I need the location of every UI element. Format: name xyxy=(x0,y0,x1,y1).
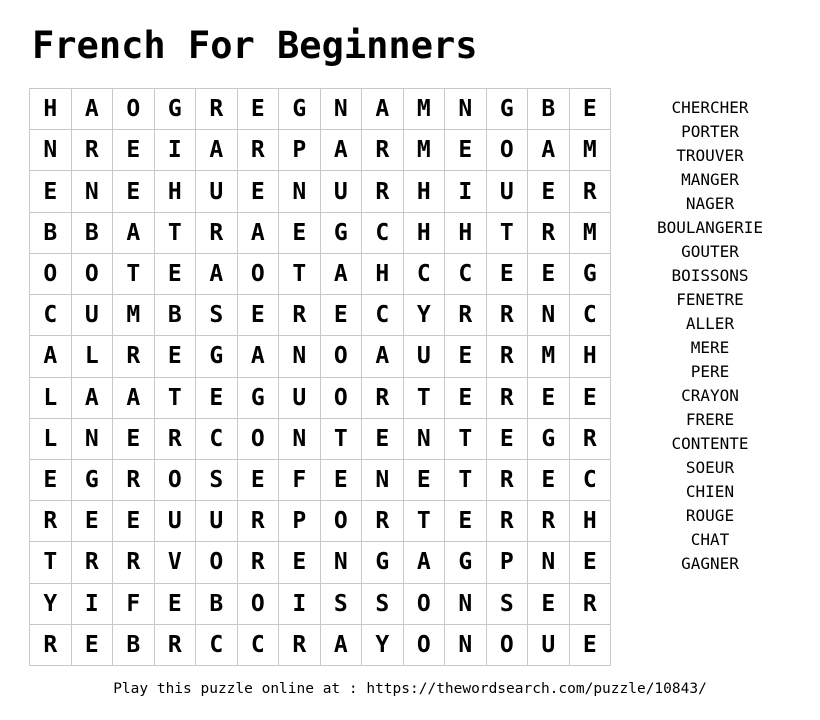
grid-cell[interactable]: E xyxy=(113,171,155,212)
grid-cell[interactable]: T xyxy=(30,542,72,583)
grid-cell[interactable]: E xyxy=(113,501,155,542)
grid-cell[interactable]: U xyxy=(196,171,238,212)
word-list-item: ALLER xyxy=(685,314,735,333)
grid-cell[interactable]: O xyxy=(404,584,446,625)
grid-cell[interactable]: R xyxy=(487,460,529,501)
grid-cell[interactable]: M xyxy=(404,130,446,171)
grid-cell[interactable]: E xyxy=(528,254,570,295)
grid-cell[interactable]: I xyxy=(279,584,321,625)
grid-cell[interactable]: R xyxy=(487,336,529,377)
grid-cell[interactable]: C xyxy=(404,254,446,295)
grid-cell[interactable]: S xyxy=(362,584,404,625)
grid-cell[interactable]: N xyxy=(445,89,487,130)
grid-cell[interactable]: N xyxy=(321,89,363,130)
grid-cell[interactable]: R xyxy=(487,295,529,336)
letter-grid xyxy=(29,88,611,666)
grid-cell[interactable]: B xyxy=(30,213,72,254)
grid-cell[interactable]: E xyxy=(570,378,612,419)
word-list-item: TROUVER xyxy=(676,146,744,165)
grid-cell[interactable]: E xyxy=(30,171,72,212)
grid-cell[interactable]: R xyxy=(362,171,404,212)
grid-cell[interactable]: C xyxy=(445,254,487,295)
word-list-item: FRERE xyxy=(685,410,735,429)
grid-cell[interactable]: Y xyxy=(404,295,446,336)
grid-cell[interactable]: N xyxy=(404,419,446,460)
grid-cell[interactable]: P xyxy=(279,501,321,542)
grid-cell[interactable]: A xyxy=(113,378,155,419)
grid-cell[interactable]: E xyxy=(72,625,114,666)
grid-cell[interactable]: H xyxy=(570,501,612,542)
grid-cell[interactable]: H xyxy=(404,213,446,254)
grid-cell[interactable]: E xyxy=(404,460,446,501)
grid-cell[interactable]: M xyxy=(570,130,612,171)
grid-cell[interactable]: U xyxy=(487,171,529,212)
grid-cell[interactable]: H xyxy=(445,213,487,254)
grid-cell[interactable]: U xyxy=(404,336,446,377)
grid-cell[interactable]: A xyxy=(321,625,363,666)
grid-cell[interactable]: U xyxy=(155,501,197,542)
word-list-item: PORTER xyxy=(681,122,739,141)
grid-cell[interactable]: P xyxy=(279,130,321,171)
grid-cell[interactable]: O xyxy=(72,254,114,295)
grid-cell[interactable]: A xyxy=(113,213,155,254)
grid-cell[interactable]: E xyxy=(196,378,238,419)
grid-cell[interactable]: R xyxy=(487,501,529,542)
grid-cell[interactable]: E xyxy=(445,378,487,419)
word-list-item: SOEUR xyxy=(685,458,735,477)
grid-cell[interactable]: N xyxy=(528,542,570,583)
grid-cell[interactable]: R xyxy=(72,130,114,171)
grid-cell[interactable]: A xyxy=(196,130,238,171)
grid-cell[interactable]: E xyxy=(321,460,363,501)
grid-cell[interactable]: A xyxy=(72,89,114,130)
grid-cell[interactable]: O xyxy=(30,254,72,295)
grid-cell[interactable]: E xyxy=(279,542,321,583)
grid-cell[interactable]: R xyxy=(238,542,280,583)
grid-cell[interactable]: A xyxy=(321,254,363,295)
puzzle-title: French For Beginners xyxy=(32,24,478,67)
grid-cell[interactable]: E xyxy=(155,254,197,295)
grid-cell[interactable]: M xyxy=(404,89,446,130)
grid-cell[interactable]: F xyxy=(279,460,321,501)
grid-cell[interactable]: C xyxy=(30,295,72,336)
grid-cell[interactable]: P xyxy=(487,542,529,583)
word-list-item: CHAT xyxy=(690,530,730,549)
grid-cell[interactable]: E xyxy=(570,89,612,130)
grid-cell[interactable]: E xyxy=(321,295,363,336)
grid-cell[interactable]: S xyxy=(487,584,529,625)
grid-cell[interactable]: R xyxy=(155,419,197,460)
grid-cell[interactable]: E xyxy=(279,213,321,254)
grid-cell[interactable]: O xyxy=(155,460,197,501)
grid-cell[interactable]: I xyxy=(445,171,487,212)
grid-cell[interactable]: E xyxy=(113,419,155,460)
grid-cell[interactable]: E xyxy=(487,254,529,295)
grid-cell[interactable]: N xyxy=(321,542,363,583)
grid-cell[interactable]: E xyxy=(528,378,570,419)
word-list xyxy=(640,96,780,576)
grid-cell[interactable]: U xyxy=(72,295,114,336)
grid-cell[interactable]: E xyxy=(445,501,487,542)
grid-cell[interactable]: C xyxy=(196,419,238,460)
word-list-item: NAGER xyxy=(685,194,735,213)
word-list-item: CHERCHER xyxy=(671,98,749,117)
grid-cell[interactable]: U xyxy=(528,625,570,666)
grid-cell[interactable]: R xyxy=(238,501,280,542)
word-list-item: GAGNER xyxy=(681,554,739,573)
grid-cell[interactable]: N xyxy=(72,419,114,460)
word-list-item: CHIEN xyxy=(685,482,735,501)
grid-cell[interactable]: M xyxy=(570,213,612,254)
grid-cell[interactable]: G xyxy=(72,460,114,501)
grid-cell[interactable]: B xyxy=(113,625,155,666)
word-list-item: CRAYON xyxy=(681,386,739,405)
word-list-item: GOUTER xyxy=(681,242,739,261)
grid-cell[interactable]: H xyxy=(362,254,404,295)
word-list-item: BOULANGERIE xyxy=(657,218,763,237)
grid-cell[interactable]: O xyxy=(321,336,363,377)
grid-cell[interactable]: A xyxy=(72,378,114,419)
grid-cell[interactable]: T xyxy=(155,213,197,254)
grid-cell[interactable]: R xyxy=(196,213,238,254)
grid-cell[interactable]: H xyxy=(570,336,612,377)
grid-cell[interactable]: T xyxy=(113,254,155,295)
grid-cell[interactable]: R xyxy=(155,625,197,666)
grid-cell[interactable]: E xyxy=(528,460,570,501)
grid-cell[interactable]: T xyxy=(445,460,487,501)
grid-cell[interactable]: O xyxy=(404,625,446,666)
grid-cell[interactable]: E xyxy=(570,625,612,666)
grid-cell[interactable]: T xyxy=(487,213,529,254)
grid-cell[interactable]: I xyxy=(155,130,197,171)
grid-cell[interactable]: A xyxy=(238,213,280,254)
grid-cell[interactable]: G xyxy=(321,213,363,254)
grid-cell[interactable]: A xyxy=(30,336,72,377)
grid-cell[interactable]: O xyxy=(321,378,363,419)
grid-cell[interactable]: Y xyxy=(362,625,404,666)
grid-cell[interactable]: R xyxy=(487,378,529,419)
word-list-item: FENETRE xyxy=(676,290,744,309)
grid-cell[interactable]: N xyxy=(362,460,404,501)
grid-cell[interactable]: L xyxy=(30,378,72,419)
word-list-item: BOISSONS xyxy=(671,266,749,285)
grid-cell[interactable]: C xyxy=(570,295,612,336)
grid-cell[interactable]: T xyxy=(279,254,321,295)
grid-cell[interactable]: B xyxy=(72,213,114,254)
grid-cell[interactable]: R xyxy=(362,501,404,542)
grid-cell[interactable]: G xyxy=(155,89,197,130)
grid-cell[interactable]: E xyxy=(528,171,570,212)
grid-cell[interactable]: O xyxy=(487,130,529,171)
grid-cell[interactable]: N xyxy=(279,171,321,212)
grid-cell[interactable]: R xyxy=(362,378,404,419)
grid-cell[interactable]: N xyxy=(528,295,570,336)
grid-cell[interactable]: O xyxy=(487,625,529,666)
grid-cell[interactable]: A xyxy=(196,254,238,295)
grid-cell[interactable]: R xyxy=(196,89,238,130)
grid-cell[interactable]: S xyxy=(196,295,238,336)
grid-cell[interactable]: R xyxy=(570,171,612,212)
grid-cell[interactable]: R xyxy=(113,336,155,377)
grid-cell[interactable]: R xyxy=(528,501,570,542)
grid-cell[interactable]: E xyxy=(72,501,114,542)
grid-cell[interactable]: T xyxy=(321,419,363,460)
grid-cell[interactable]: R xyxy=(279,625,321,666)
grid-cell[interactable]: O xyxy=(321,501,363,542)
grid-cell[interactable]: A xyxy=(238,336,280,377)
grid-cell[interactable]: G xyxy=(487,89,529,130)
grid-cell[interactable]: N xyxy=(72,171,114,212)
grid-cell[interactable]: G xyxy=(570,254,612,295)
grid-cell[interactable]: N xyxy=(279,419,321,460)
grid-cell[interactable]: B xyxy=(196,584,238,625)
grid-cell[interactable]: E xyxy=(30,460,72,501)
grid-cell[interactable]: E xyxy=(487,419,529,460)
grid-cell[interactable]: N xyxy=(445,625,487,666)
grid-cell[interactable]: O xyxy=(196,542,238,583)
grid-cell[interactable]: O xyxy=(238,419,280,460)
grid-cell[interactable]: C xyxy=(238,625,280,666)
grid-cell[interactable]: L xyxy=(30,419,72,460)
word-list-item: MANGER xyxy=(681,170,739,189)
grid-cell[interactable]: N xyxy=(30,130,72,171)
grid-cell[interactable]: U xyxy=(321,171,363,212)
grid-cell[interactable]: R xyxy=(445,295,487,336)
grid-cell[interactable]: I xyxy=(72,584,114,625)
grid-cell[interactable]: H xyxy=(155,171,197,212)
grid-cell[interactable]: L xyxy=(72,336,114,377)
grid-cell[interactable]: M xyxy=(113,295,155,336)
grid-cell[interactable]: A xyxy=(404,542,446,583)
grid-cell[interactable]: A xyxy=(362,336,404,377)
grid-cell[interactable]: E xyxy=(238,295,280,336)
grid-cell[interactable]: R xyxy=(72,542,114,583)
grid-cell[interactable]: B xyxy=(155,295,197,336)
grid-cell[interactable]: E xyxy=(362,419,404,460)
grid-cell[interactable]: O xyxy=(113,89,155,130)
grid-cell[interactable]: O xyxy=(238,254,280,295)
grid-cell[interactable]: R xyxy=(570,419,612,460)
word-list-item: ROUGE xyxy=(685,506,735,525)
grid-cell[interactable]: T xyxy=(404,378,446,419)
grid-cell[interactable]: G xyxy=(445,542,487,583)
grid-cell[interactable]: N xyxy=(279,336,321,377)
grid-cell[interactable]: B xyxy=(528,89,570,130)
grid-cell[interactable]: V xyxy=(155,542,197,583)
grid-cell[interactable]: G xyxy=(196,336,238,377)
grid-cell[interactable]: Y xyxy=(30,584,72,625)
grid-cell[interactable]: A xyxy=(362,89,404,130)
grid-cell[interactable]: S xyxy=(196,460,238,501)
grid-cell[interactable]: O xyxy=(238,584,280,625)
grid-cell[interactable]: C xyxy=(362,213,404,254)
grid-cell[interactable]: H xyxy=(30,89,72,130)
grid-cell[interactable]: R xyxy=(279,295,321,336)
grid-cell[interactable]: S xyxy=(321,584,363,625)
grid-cell[interactable]: F xyxy=(113,584,155,625)
word-list-item: MERE xyxy=(690,338,730,357)
grid-cell[interactable]: R xyxy=(238,130,280,171)
word-list-item: CONTENTE xyxy=(671,434,749,453)
grid-cell[interactable]: C xyxy=(196,625,238,666)
grid-cell[interactable]: U xyxy=(196,501,238,542)
grid-cell[interactable]: R xyxy=(362,130,404,171)
grid-cell[interactable]: R xyxy=(113,542,155,583)
grid-cell[interactable]: E xyxy=(155,336,197,377)
grid-cell[interactable]: E xyxy=(445,336,487,377)
grid-cell[interactable]: E xyxy=(238,89,280,130)
grid-cell[interactable]: T xyxy=(155,378,197,419)
grid-cell[interactable]: G xyxy=(238,378,280,419)
grid-cell[interactable]: G xyxy=(279,89,321,130)
grid-cell[interactable]: R xyxy=(30,501,72,542)
grid-cell[interactable]: T xyxy=(445,419,487,460)
grid-cell[interactable]: A xyxy=(528,130,570,171)
grid-cell[interactable]: E xyxy=(238,171,280,212)
grid-cell[interactable]: N xyxy=(445,584,487,625)
grid-cell[interactable]: R xyxy=(528,213,570,254)
grid-cell[interactable]: E xyxy=(570,542,612,583)
grid-cell[interactable]: E xyxy=(238,460,280,501)
grid-cell[interactable]: T xyxy=(404,501,446,542)
grid-cell[interactable]: M xyxy=(528,336,570,377)
grid-cell[interactable]: G xyxy=(528,419,570,460)
grid-cell[interactable]: U xyxy=(279,378,321,419)
grid-cell[interactable]: H xyxy=(404,171,446,212)
grid-cell[interactable]: A xyxy=(321,130,363,171)
grid-cell[interactable]: E xyxy=(155,584,197,625)
grid-cell[interactable]: R xyxy=(570,584,612,625)
grid-cell[interactable]: R xyxy=(30,625,72,666)
grid-cell[interactable]: R xyxy=(113,460,155,501)
footer-link-text: Play this puzzle online at : https://thewordsearch.com/puzzle/10843/ xyxy=(113,681,707,697)
grid-cell[interactable]: E xyxy=(113,130,155,171)
grid-cell[interactable]: E xyxy=(445,130,487,171)
word-list-item: PERE xyxy=(690,362,730,381)
grid-cell[interactable]: C xyxy=(570,460,612,501)
grid-cell[interactable]: C xyxy=(362,295,404,336)
grid-cell[interactable]: G xyxy=(362,542,404,583)
grid-cell[interactable]: E xyxy=(528,584,570,625)
